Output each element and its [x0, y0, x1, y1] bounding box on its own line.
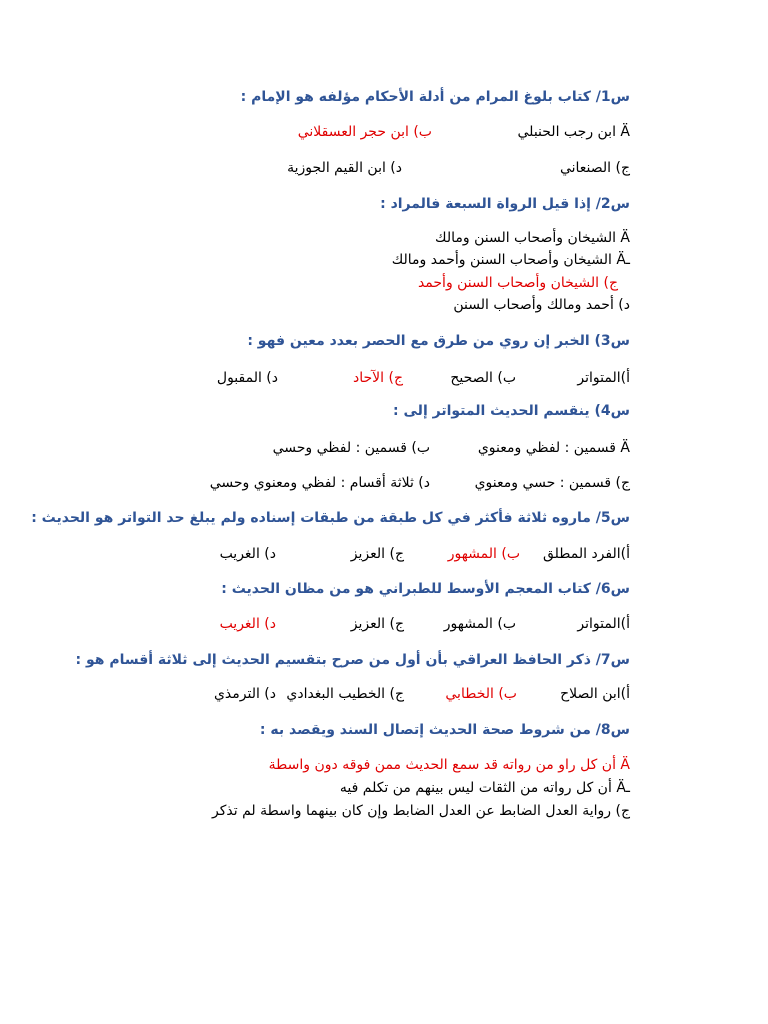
question-2-title: س2/ إذا قيل الرواة السبعة فالمراد :: [380, 196, 630, 212]
question-1-option-d: د) ابن القيم الجوزية: [287, 160, 402, 176]
question-3-option-a: أ)المتواتر: [577, 370, 630, 386]
question-7-option-c: ج) الخطيب البغدادي: [286, 686, 404, 702]
question-3-option-d: د) المقبول: [216, 370, 278, 386]
question-1-title: س1/ كتاب بلوغ المرام من أدلة الأحكام مؤلفه هو الإمام :: [240, 89, 630, 105]
question-3-title: س3) الخبر إن روي من طرق مع الحصر بعدد معين فهو :: [247, 333, 630, 349]
question-8-option-a: Ä أن كل راو من رواته قد سمع الحديث ممن فوقه دون واسطة: [268, 757, 630, 773]
question-3-option-b: ب) الصحيح: [450, 370, 516, 386]
question-4-title: س4) ينقسم الحديث المتواتر إلى :: [393, 403, 630, 419]
question-4-option-c: ج) قسمين : حسي ومعنوي: [474, 475, 630, 491]
question-1-option-c: ج) الصنعاني: [559, 160, 630, 176]
question-7-option-b: ب) الخطابي: [445, 686, 517, 702]
question-6-option-b: ب) المشهور: [443, 616, 516, 632]
question-3-option-c: ج) الآحاد: [353, 370, 403, 386]
question-5-option-b: ب) المشهور: [447, 546, 520, 562]
question-5-option-c: ج) العزيز: [350, 546, 404, 562]
question-4-option-d: د) ثلاثة أقسام : لفظي ومعنوي وحسي: [209, 475, 430, 491]
question-7-title: س7/ ذكر الحافظ العراقي بأن أول من صرح بتقسيم الحديث إلى ثلاثة أقسام هو :: [75, 652, 630, 668]
question-1-option-b: ب) ابن حجر العسقلاني: [297, 124, 432, 140]
question-7-option-a: أ)ابن الصلاح: [560, 686, 630, 702]
question-2-option-b: ـÄ الشيخان وأصحاب السنن وأحمد ومالك: [391, 252, 630, 268]
question-8-option-c: ج) رواية العدل الضابط عن العدل الضابط وإن كان بينهما واسطة لم تذكر: [212, 803, 630, 819]
question-4-option-a: Ä قسمين : لفظي ومعنوي: [477, 440, 630, 456]
question-2-option-c: ج) الشيخان وأصحاب السنن وأحمد: [417, 275, 618, 291]
question-2-option-d: د) أحمد ومالك وأصحاب السنن: [453, 297, 630, 313]
question-6-title: س6/ كتاب المعجم الأوسط للطبراني هو من مظان الحديث :: [221, 581, 630, 597]
question-4-option-b: ب) قسمين : لفظي وحسي: [272, 440, 430, 456]
question-5-option-d: د) الغريب: [219, 546, 276, 562]
question-6-option-d: د) الغريب: [219, 616, 276, 632]
question-5-title: س5/ ماروه ثلاثة فأكثر في كل طبقة من طبقات إسناده ولم يبلغ حد التواتر هو الحديث :: [31, 510, 630, 526]
question-8-option-b: ـÄ أن كل رواته من الثقات ليس بينهم من تكلم فيه: [339, 780, 630, 796]
question-1-option-a: Ä ابن رجب الحنبلي: [517, 124, 630, 140]
question-8-title: س8/ من شروط صحة الحديث إتصال السند ويقصد به :: [259, 722, 630, 738]
question-5-option-a: أ)الفرد المطلق: [542, 546, 630, 562]
question-6-option-c: ج) العزيز: [350, 616, 404, 632]
question-6-option-a: أ)المتواتر: [577, 616, 630, 632]
question-2-option-a: Ä الشيخان وأصحاب السنن ومالك: [435, 230, 630, 246]
question-7-option-d: د) الترمذي: [213, 686, 276, 702]
